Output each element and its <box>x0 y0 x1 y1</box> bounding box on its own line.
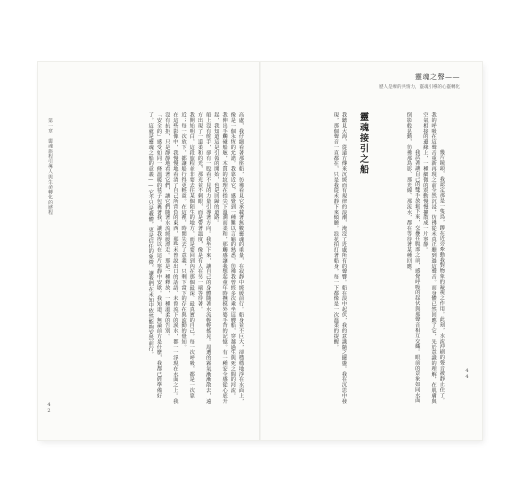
left-page <box>38 62 259 440</box>
book-spread <box>38 62 482 440</box>
paragraph: 幾片鏡頭，我認定那是一隻鳥，蹲在近旁牽動我對物象的凝視之作用。此刻，水流沖刷的聲音被靜止住了。我的呼吸在這聲音重新再現之前全然沉浸，彷彿從未真正聽到過這聲音。而身體已然回應了它，先於意識的理解，在肌膚與空氣相接的邊緣上，一種細微的震動慢慢擴散成一片寧靜。 <box>422 112 445 404</box>
left-page-number: 42 <box>46 402 52 414</box>
left-page-body: 高處，我仔細看著那座船，彷彿看見它承載著無數靈魂的重量，在寂靜中緩緩前行。船身並不巨大，卻穩穩地浮在水面上，像是一個永恆的允諾。我靠近它，感覺到一種難以言喻的熟悉，彷彿我曾經多次乘坐這艘船，穿越過生與死之間的河流。 我伸出手觸碰船舷，木質的紋理在指尖下溫潤而柔和，那觸感讓我想起童年時撫摸外婆手背的記憶。有一種安全感從心底升起，我知道這是引領的開始，也是回歸的道路。 船上沒有舵手，卻有一股看不見的力量引導著方向。我坐下來，讓自己的身體隨著水流輕輕搖晃。周遭的霧氣漸漸散去，遠方出現了一道柔和的光，那光並不刺眼，而是帶著溫度，像是有人在另一端等待著。 我開始明白，這段旅程並非要去往某個陌生的地方，而是要回到內在那個最深、最真實的自己。每一次呼吸，都是一次靠近；每一次放下，都讓船行得更輕盈。在這裡，時間失去了意義，只剩下當下的存在與流動的覺知。 在這些影像中，我慢慢地看清了自己所背負的東西，那些未曾說出口的話語、未曾流下的淚水，都一一浮現在水面之上。我沒有抗拒，只是靜靜地看著它們，讓它們隨著水流緩緩漂走。那是一種釋放，一種溫柔的告別。 「安全的」感受如同一條溫暖的毯子包裹著我，讓我得以在這片寧靜中安歇。我知道，無論前方是什麼，我都已經準備好了。這就是靈魂之船的意義——它不只是載體，更是信任的象徵，讓我們在未知中依然能夠安然前行。 <box>147 112 244 404</box>
paragraph: 我試著讓自己的雙手放鬆下來，交疊在腹部之前，感覺呼吸的起伏與那聲音相互交織。眼前的景象如同水面倒影般晃動，彷彿那鳥影、那光線、那流水，都在等待著某種回應。 <box>405 112 421 404</box>
right-page-number: 44 <box>464 368 470 380</box>
right-page <box>261 62 482 440</box>
right-running-head <box>379 72 460 90</box>
right-page-body-section: 我聽見大海，從遠方傳來沉緩而有規律的浪潮，淹沒了近處所有的聲響。船在浪中起伏，我的意識隨之擺盪。我在沉思中發現，那個聲音一直都在，只是我從未靜下來傾聽。浪花拍打著船身，每一下都像是一次溫柔的提醒。 <box>332 112 347 404</box>
running-title: 靈魂之聲—— <box>415 73 460 81</box>
right-page-body-top <box>376 112 454 404</box>
running-subtitle: 歷人是療的共情力，靈魂引導的心靈轉化 <box>379 85 460 90</box>
section-heading: 靈魂接引之船 <box>358 112 368 175</box>
left-running-head: 第一章 靈魂旅程引導人與生命轉化的歷程 <box>47 118 52 215</box>
